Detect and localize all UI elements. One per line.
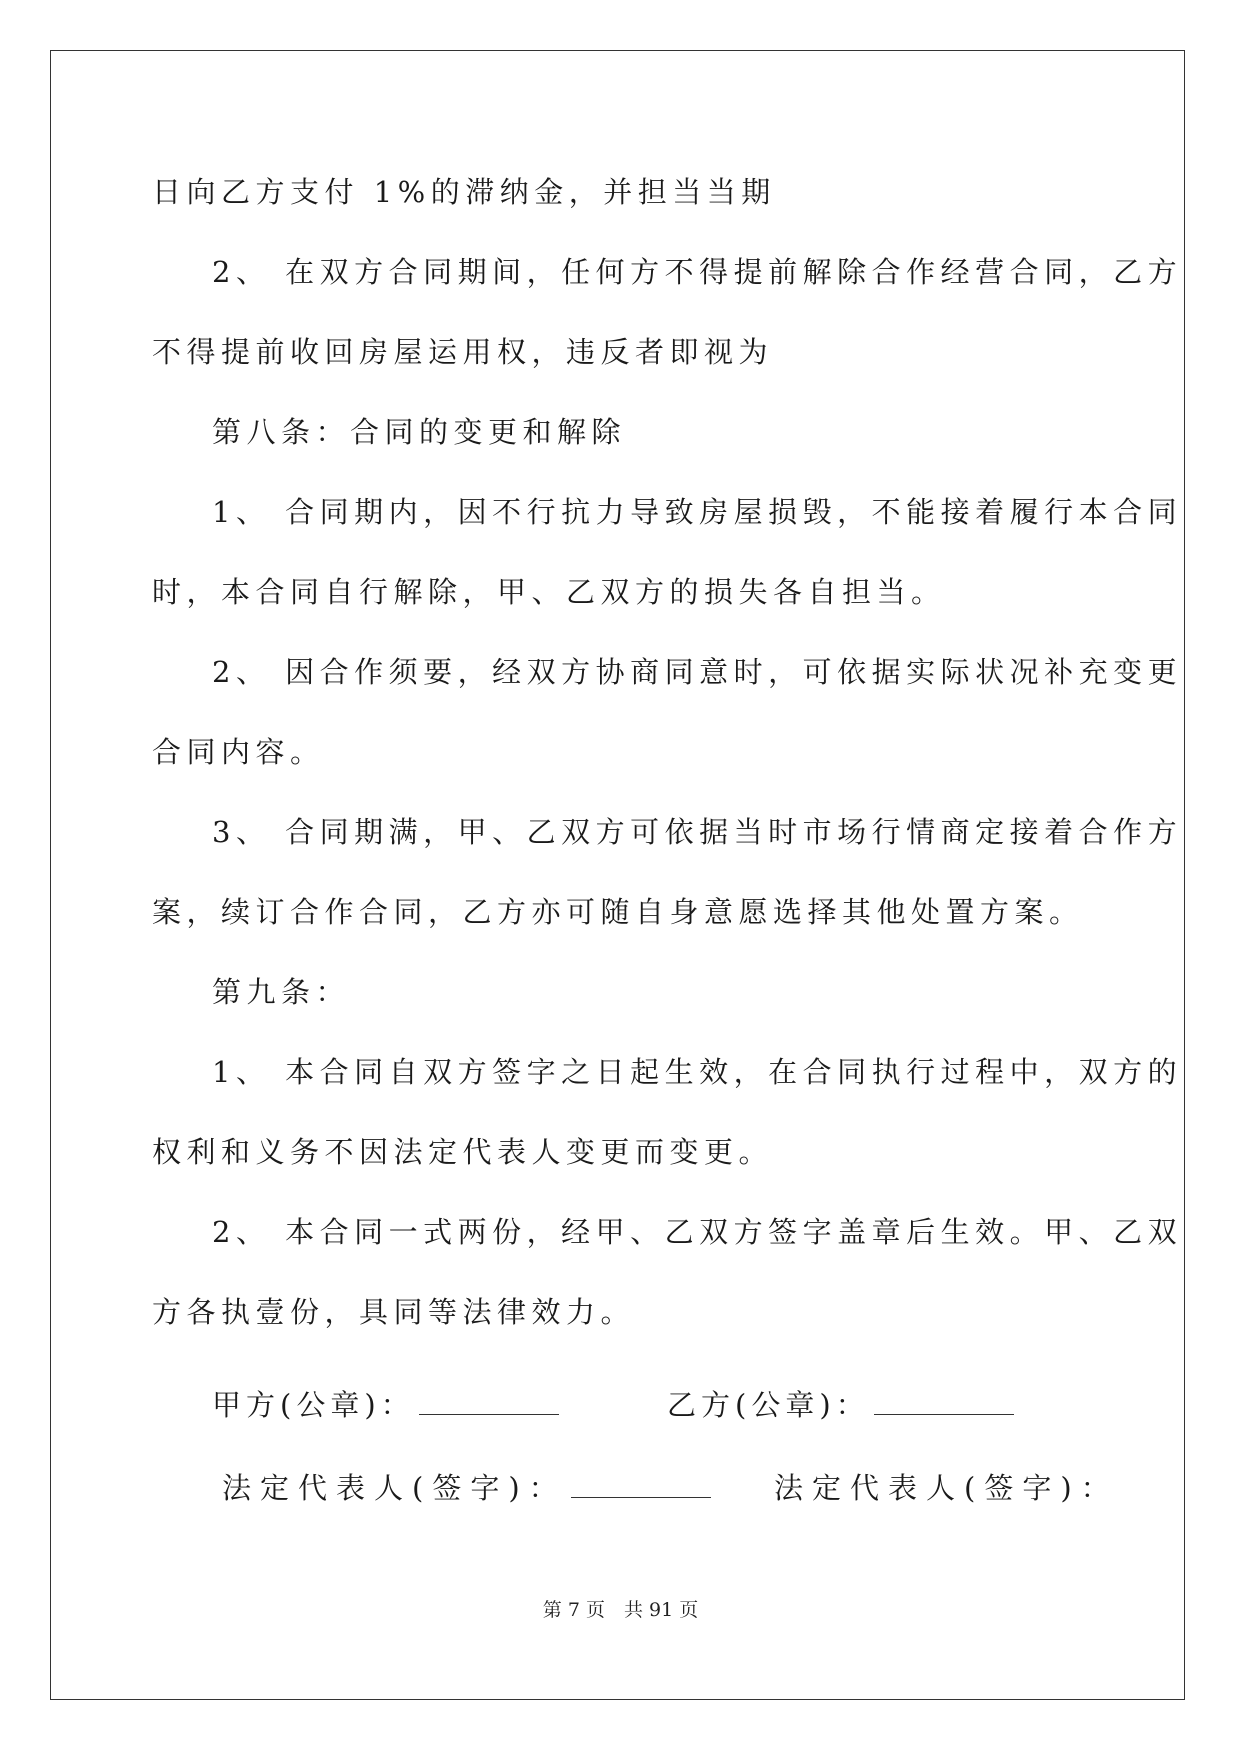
body-line: 2、 因合作须要，经双方协商同意时，可依据实际状况补充变更 [212,655,1183,689]
page-border [50,50,1185,1700]
section-heading: 第九条： [212,975,351,1009]
party-b-rep-line [774,1468,1119,1508]
party-a-seal-line [212,1385,559,1425]
body-line: 权利和义务不因法定代表人变更而变更。 [152,1135,774,1169]
party-a-rep-blank [571,1471,711,1498]
body-line: 日向乙方支付 1%的滞纳金，并担当当期 [152,175,776,209]
body-line: 2、 在双方合同期间，任何方不得提前解除合作经营合同，乙方 [212,255,1183,289]
body-line: 案，续订合作合同，乙方亦可随自身意愿选择其他处置方案。 [152,895,1084,929]
body-line: 时，本合同自行解除，甲、乙双方的损失各自担当。 [152,575,946,609]
section-heading: 第八条：合同的变更和解除 [212,415,627,449]
party-b-seal-label: 乙方(公章)： [667,1388,870,1422]
party-b-rep-label: 法定代表人(签字)： [774,1471,1119,1505]
party-a-rep-line [222,1468,711,1508]
body-line: 3、 合同期满，甲、乙双方可依据当时市场行情商定接着合作方 [212,815,1183,849]
body-line: 1、 本合同自双方签字之日起生效，在合同执行过程中，双方的 [212,1055,1183,1089]
party-a-seal-label: 甲方(公章)： [212,1388,415,1422]
party-a-seal-blank [419,1388,559,1415]
party-b-seal-line [667,1385,1014,1425]
body-line: 不得提前收回房屋运用权，违反者即视为 [152,335,774,369]
page-number: 第 7 页 共 91 页 [542,1599,699,1621]
body-line: 方各执壹份，具同等法律效力。 [152,1295,636,1329]
body-line: 1、 合同期内，因不行抗力导致房屋损毁，不能接着履行本合同 [212,495,1183,529]
body-line: 合同内容。 [152,735,325,769]
body-line: 2、 本合同一式两份，经甲、乙双方签字盖章后生效。甲、乙双 [212,1215,1183,1249]
party-b-seal-blank [874,1388,1014,1415]
party-a-rep-label: 法定代表人(签字)： [222,1471,567,1505]
